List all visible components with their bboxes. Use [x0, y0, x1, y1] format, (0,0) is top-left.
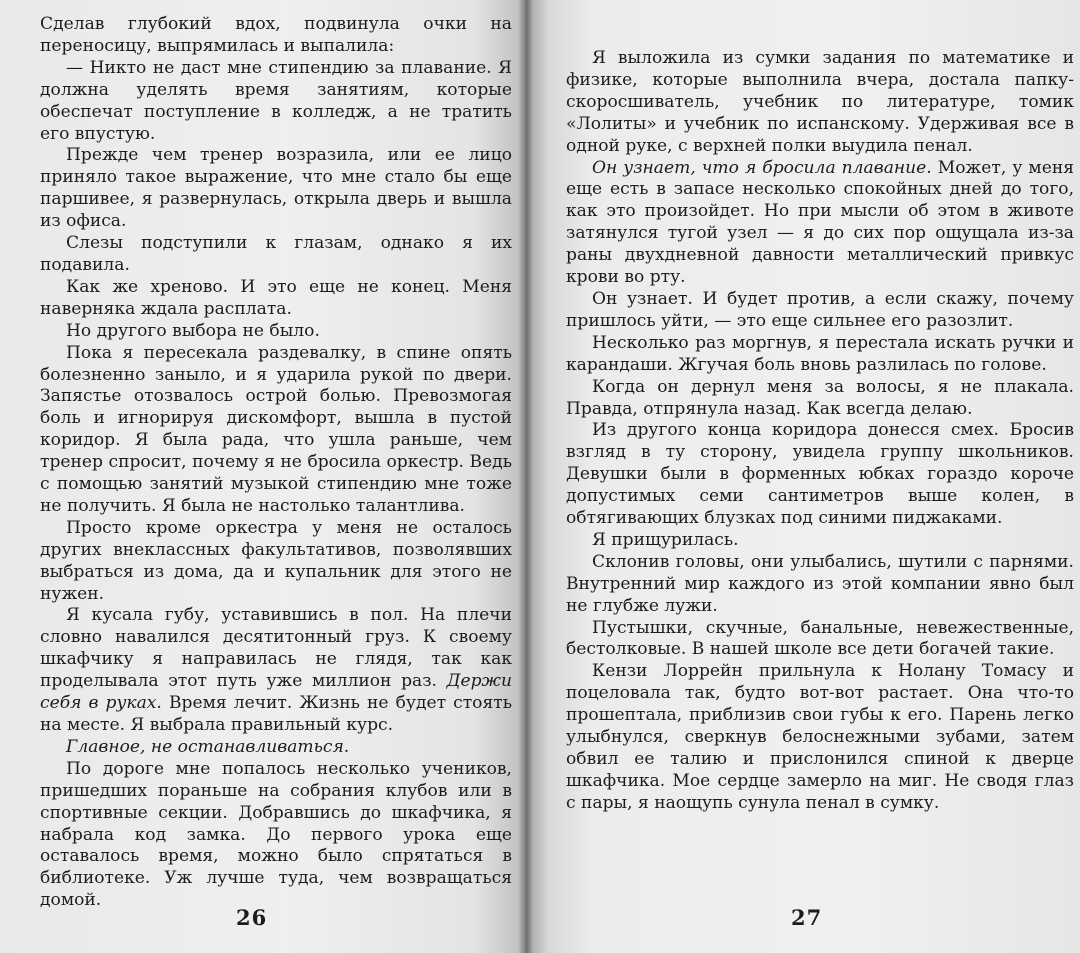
- paragraph: Когда он дернул меня за волосы, я не плакала. Правда, отпрянула назад. Как всегда делаю.: [566, 376, 1074, 419]
- paragraph: Слезы подступили к глазам, однако я их подавила.: [40, 233, 512, 275]
- right-page: [526, 0, 1080, 953]
- paragraph: Сделав глубокий вдох, подвинула очки на переносицу, выпрямилась и выпалила:: [40, 14, 512, 56]
- paragraph: Прежде чем тренер возразила, или ее лицо приняло такое выражение, что мне стало бы еще паршивее, я развернулась, открыла дверь и вышла из офиса.: [40, 145, 512, 232]
- paragraph: Но другого выбора не было.: [66, 320, 320, 341]
- paragraph: [566, 158, 1074, 289]
- paragraph: Несколько раз моргнув, я перестала искать ручки и карандаши. Жгучая боль вновь разлилась по голове.: [566, 332, 1074, 375]
- paragraph: [40, 605, 512, 736]
- page-number: 26: [236, 905, 268, 930]
- paragraph-text: Время лечит. Жизнь не будет стоять на месте. Я выбрала правильный курс.: [40, 693, 513, 735]
- right-page-text: [566, 48, 1074, 815]
- paragraph: — Никто не даст мне стипендию за плавание. Я должна уделять время занятиям, которые обеспечат поступление в колледж, а не тратить его впустую.: [40, 57, 512, 144]
- italic-thought: Он узнает, что я бросила плавание.: [592, 157, 932, 178]
- paragraph: Он узнает. И будет против, а если скажу, почему пришлось уйти, — это еще сильнее его разозлит.: [566, 288, 1074, 331]
- paragraph-text: Я кусала губу, уставившись в пол. На плечи словно навалился десятитонный груз. К своему шкафчику я направилась не глядя, так как проделывала этот путь уже миллион раз.: [40, 605, 512, 692]
- paragraph: Просто кроме оркестра у меня не осталось других внеклассных факультативов, позволявших выбраться из дома, да и купальник для этого не нужен.: [40, 517, 512, 604]
- paragraph: Я выложила из сумки задания по математике и физике, которые выполнила вчера, достала папку-скоросшиватель, учебник по литературе, томик «Лолиты» и учебник по испанскому. Удерживая все в одной руке, с верхней полки выудила пенал.: [566, 48, 1074, 156]
- paragraph: Кензи Лоррейн прильнула к Нолану Томасу и поцеловала так, будто вот-вот растает. Она что-то прошептала, приблизив свои губы к его. Парень легко улыбнулся, сверкнув белоснежными зубами, затем обвил ее талию и прислонился спиной к дверце шкафчика. Мое сердце замерло на миг. Не сводя глаз с пары, я наощупь сунула пенал в сумку.: [566, 661, 1074, 813]
- paragraph: Как же хреново. И это еще не конец. Меня наверняка ждала расплата.: [40, 276, 512, 319]
- paragraph: По дороге мне попалось несколько учеников, пришедших пораньше на собрания клубов или в спортивные секции. Добравшись до шкафчика, я набрала код замка. До первого урока еще оставалось время, можно было спрятаться в библиотеке. Уж лучше туда, чем возвращаться домой.: [40, 758, 512, 911]
- book-gutter: [518, 0, 532, 953]
- paragraph: Склонив головы, они улыбались, шутили с парнями. Внутренний мир каждого из этой компании явно был не глубже лужи.: [566, 551, 1074, 616]
- paragraph: Пустышки, скучные, банальные, невежественные, бестолковые. В нашей школе все дети богачей такие.: [566, 617, 1074, 660]
- page-number: 27: [791, 905, 823, 930]
- left-page-text: [40, 14, 512, 912]
- left-page: [0, 0, 526, 953]
- paragraph: Из другого конца коридора донесся смех. Бросив взгляд в ту сторону, увидела группу школьников. Девушки были в форменных юбках гораздо короче допустимых семи сантиметров выше колен, в обтягивающих блузках под синими пиджаками.: [566, 420, 1074, 529]
- italic-paragraph: Главное, не останавливаться.: [66, 736, 350, 757]
- italic-thought: Держи себя в руках.: [40, 671, 512, 714]
- paragraph-text: Может, у меня еще есть в запасе несколько спокойных дней до того, как это произойдет. Но при мысли об этом в животе затянулся тугой узел — я до сих пор ощущала из-за раны двухдневной давности металлический привкус крови во рту.: [566, 157, 1075, 288]
- paragraph: Я прищурилась.: [592, 529, 739, 550]
- paragraph: Пока я пересекала раздевалку, в спине опять болезненно заныло, и я ударила рукой по двери. Запястье отозвалось острой болью. Превозмогая боль и игнорируя дискомфорт, вышла в пустой коридор. Я была рада, что ушла раньше, чем тренер спросит, почему я не бросила оркестр. Ведь с помощью занятий музыкой стипендию мне тоже не получить. Я была не настолько талантлива.: [40, 342, 512, 516]
